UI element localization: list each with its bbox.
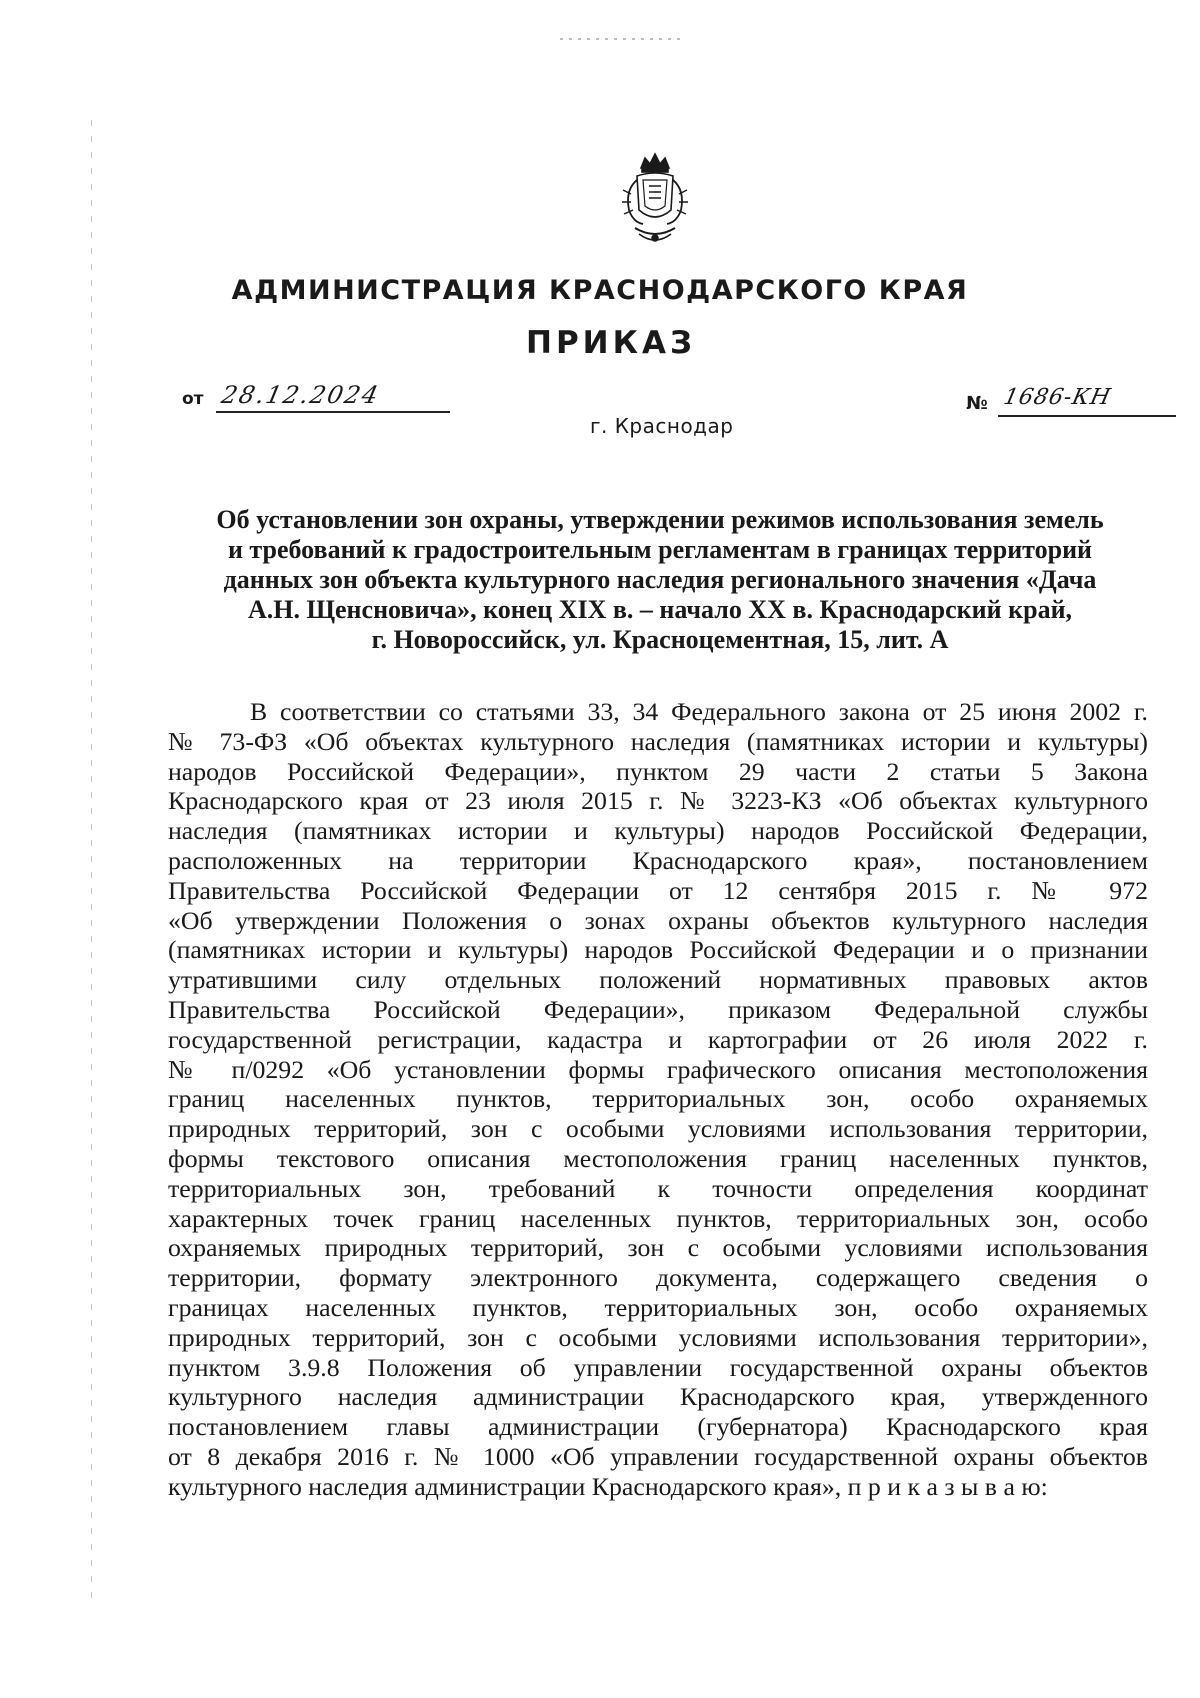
document-type: ПРИКАЗ [526,325,696,361]
body-line: от 8 декабря 2016 г. № 1000 «Об управлении государственной охраны объектов [168,1441,1148,1471]
body-line: природных территорий, зон с особыми условиями использования территории, [168,1114,1148,1144]
body-line: Краснодарского края от 23 июля 2015 г. № 3223-КЗ «Об объектах культурного [168,786,1148,816]
body-line: характерных точек границ населенных пунктов, территориальных зон, особо [168,1203,1148,1233]
body-line: народов Российской Федерации», пунктом 29 части 2 статьи 5 Закона [168,756,1148,786]
body-line: границах населенных пунктов, территориальных зон, особо охраняемых [168,1292,1148,1322]
document-subject [170,505,1150,655]
body-line: В соответствии со статьями 33, 34 Федерального закона от 25 июня 2002 г. [250,697,1148,726]
subject-line: и требований к градостроительным регламентам в границах территорий [227,535,1093,564]
body-line: расположенных на территории Краснодарского края», постановлением [168,845,1148,875]
body-line: культурного наследия администрации Краснодарского края», п р и к а з ы в а ю: [168,1471,1048,1501]
body-line: природных территорий, зон с особыми условиями использования территории», [168,1322,1148,1352]
date-prefix: от [182,389,204,409]
number-value: 1686-КН [1001,385,1114,410]
number-prefix: № [966,393,988,414]
body-line: пунктом 3.9.8 Положения об управлении государственной охраны объектов [168,1352,1148,1382]
body-line: государственной регистрации, кадастра и картографии от 26 июля 2022 г. [168,1024,1148,1054]
scan-artifact [560,38,680,40]
subject-line: г. Новороссийск, ул. Красноцементная, 15, лит. А [371,625,949,654]
body-line: «Об утверждении Положения о зонах охраны объектов культурного наследия [168,905,1148,935]
date-value: 28.12.2024 [219,381,383,409]
preamble-paragraph [168,697,1148,1502]
body-line: территории, формату электронного документа, содержащего сведения о [168,1263,1148,1293]
body-line: утратившими силу отдельных положений нормативных правовых актов [168,965,1148,995]
body-line: № 73-ФЗ «Об объектах культурного наследия (памятниках истории и культуры) [168,726,1148,756]
date-underline [216,411,450,413]
subject-line: данных зон объекта культурного наследия регионального значения «Дача [223,565,1097,594]
number-underline [998,415,1176,417]
body-line: территориальных зон, требований к точности определения координат [168,1173,1148,1203]
subject-line: А.Н. Щенсновича», конец XIX в. – начало XX в. Краснодарский край, [247,595,1073,624]
subject-line: Об установлении зон охраны, утверждении режимов использования земель [216,505,1104,534]
body-line: наследия (памятниках истории и культуры) народов Российской Федерации, [168,816,1148,846]
body-line: формы текстового описания местоположения границ населенных пунктов, [168,1143,1148,1173]
body-line: постановлением главы администрации (губернатора) Краснодарского края [168,1412,1148,1442]
body-line: (памятниках истории и культуры) народов Российской Федерации и о признании [168,935,1148,965]
body-line: охраняемых природных территорий, зон с особыми условиями использования [168,1233,1148,1263]
body-line: границ населенных пунктов, территориальных зон, особо охраняемых [168,1084,1148,1114]
body-line: № п/0292 «Об установлении формы графического описания местоположения [168,1054,1148,1084]
organization-title: АДМИНИСТРАЦИЯ КРАСНОДАРСКОГО КРАЯ [231,275,969,306]
body-line: Правительства Российской Федерации», приказом Федеральной службы [168,994,1148,1024]
coat-of-arms-icon [615,150,695,250]
body-line: культурного наследия администрации Краснодарского края, утвержденного [168,1382,1148,1412]
body-line: Правительства Российской Федерации от 12 сентября 2015 г. № 972 [168,875,1148,905]
city-label: г. Краснодар [590,414,734,438]
